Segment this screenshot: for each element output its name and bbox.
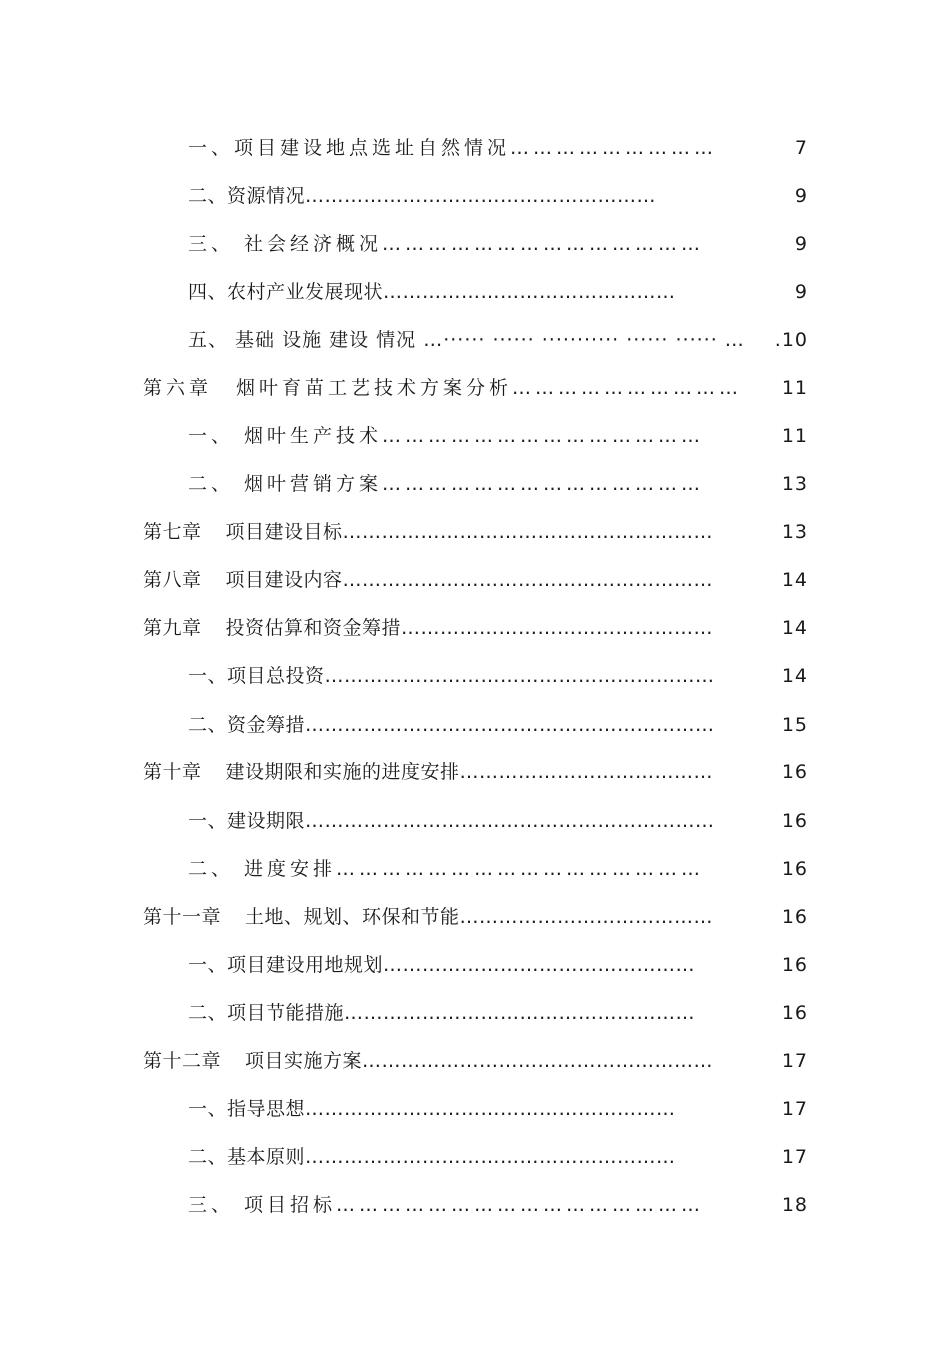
toc-entry[interactable] xyxy=(0,661,950,691)
toc-entry[interactable] xyxy=(0,1142,950,1172)
toc-entry[interactable] xyxy=(0,806,950,836)
toc-entry-title xyxy=(143,902,713,932)
toc-entry-title xyxy=(188,133,717,163)
page-number: 13 xyxy=(781,521,808,543)
page-number: 14 xyxy=(781,569,808,591)
toc-entry-title xyxy=(188,1094,676,1124)
page-number: 7 xyxy=(794,137,808,159)
entry-text: 四、农村产业发展现状……………………………………… xyxy=(188,281,676,303)
toc-entry-title xyxy=(143,373,742,403)
chapter-number: 第八章 xyxy=(143,569,202,591)
page-number: 16 xyxy=(781,810,808,832)
toc-entry-title xyxy=(188,854,704,884)
entry-text: 项目建设目标………………………………………………… xyxy=(225,521,714,543)
toc-entry[interactable] xyxy=(0,469,950,499)
page-number: 17 xyxy=(781,1098,808,1120)
entry-text: 一、项目总投资…………………………………………………… xyxy=(188,665,715,687)
toc-entry[interactable] xyxy=(0,854,950,884)
entry-text: 二、资源情况……………………………………………… xyxy=(188,185,657,207)
toc-entry[interactable] xyxy=(0,1094,950,1124)
chapter-number: 第六章 xyxy=(143,377,213,399)
page-number: 16 xyxy=(781,1002,808,1024)
toc-entry-title xyxy=(188,950,695,980)
toc-entry-title xyxy=(188,1190,704,1220)
toc-entry-title xyxy=(188,325,745,355)
entry-text: 土地、规划、环保和节能………………………………… xyxy=(245,906,714,928)
entry-text: 三、 社会经济概况…………………………………… xyxy=(188,233,705,255)
toc-entry[interactable] xyxy=(0,757,950,787)
toc-entry[interactable] xyxy=(0,710,950,740)
toc-entry-title xyxy=(188,181,656,211)
toc-entry-title xyxy=(143,613,713,643)
toc-entry-title xyxy=(188,421,704,451)
page-number: 17 xyxy=(781,1050,808,1072)
toc-entry-title xyxy=(188,1142,676,1172)
toc-entry-title xyxy=(143,757,713,787)
entry-text: 二、资金筹措……………………………………………………… xyxy=(188,714,715,736)
toc-entry[interactable] xyxy=(0,565,950,595)
page-number: 18 xyxy=(781,1194,808,1216)
toc-entry[interactable] xyxy=(0,517,950,547)
entry-text: 二、项目节能措施……………………………………………… xyxy=(188,1002,696,1024)
toc-entry-title xyxy=(188,806,715,836)
page-number: 16 xyxy=(781,906,808,928)
entry-text: 一、指导思想………………………………………………… xyxy=(188,1098,676,1120)
toc-entry[interactable] xyxy=(0,373,950,403)
toc-entry-title xyxy=(188,277,676,307)
toc-entry-title xyxy=(143,517,713,547)
toc-entry[interactable] xyxy=(0,902,950,932)
toc-entry-title xyxy=(188,710,715,740)
toc-entry-title xyxy=(143,1046,713,1076)
entry-text: 项目建设内容………………………………………………… xyxy=(225,569,714,591)
chapter-number: 第十章 xyxy=(143,761,202,783)
toc-entry[interactable] xyxy=(0,998,950,1028)
toc-entry[interactable] xyxy=(0,421,950,451)
toc-entry[interactable] xyxy=(0,613,950,643)
page-number: 9 xyxy=(794,281,808,303)
toc-entry[interactable] xyxy=(0,1046,950,1076)
entry-text: 五、 基础 设施 建设 情况 …······ ······ ··········· ······ ······ … xyxy=(188,329,745,351)
toc-entry[interactable] xyxy=(0,229,950,259)
toc-entry[interactable] xyxy=(0,181,950,211)
toc-entry[interactable] xyxy=(0,1190,950,1220)
toc-entry-title xyxy=(188,661,715,691)
toc-entry[interactable] xyxy=(0,950,950,980)
page-number: 16 xyxy=(781,858,808,880)
chapter-number: 第十二章 xyxy=(143,1050,222,1072)
toc-entry[interactable] xyxy=(0,133,950,163)
page-number: 14 xyxy=(781,617,808,639)
entry-text: 三、 项目招标………………………………………… xyxy=(188,1194,705,1216)
toc-entry-title xyxy=(188,998,695,1028)
page-number: 13 xyxy=(781,473,808,495)
chapter-number: 第十一章 xyxy=(143,906,222,928)
entry-text: 二、基本原则………………………………………………… xyxy=(188,1146,676,1168)
page-number: 9 xyxy=(794,233,808,255)
page-number: 9 xyxy=(794,185,808,207)
toc-entry-title xyxy=(188,469,704,499)
entry-text: 建设期限和实施的进度安排………………………………… xyxy=(225,761,714,783)
page-number: 14 xyxy=(781,665,808,687)
entry-text: 投资估算和资金筹措………………………………………… xyxy=(225,617,714,639)
entry-text: 一、 烟叶生产技术…………………………………… xyxy=(188,425,705,447)
entry-text: 一、项目建设用地规划………………………………………… xyxy=(188,954,696,976)
page-number: 15 xyxy=(781,714,808,736)
page-number: 11 xyxy=(781,377,808,399)
toc-entry[interactable] xyxy=(0,325,950,355)
page-number: 17 xyxy=(781,1146,808,1168)
page-number: .10 xyxy=(774,329,808,351)
toc-entry-title xyxy=(188,229,704,259)
page-number: 11 xyxy=(781,425,808,447)
entry-text: 烟叶育苗工艺技术方案分析………………………… xyxy=(236,377,743,399)
entry-text: 二、 烟叶营销方案…………………………………… xyxy=(188,473,705,495)
entry-text: 二、 进度安排………………………………………… xyxy=(188,858,705,880)
toc-entry-title xyxy=(143,565,713,595)
entry-text: 一、建设期限……………………………………………………… xyxy=(188,810,715,832)
chapter-number: 第九章 xyxy=(143,617,202,639)
entry-text: 项目实施方案……………………………………………… xyxy=(245,1050,714,1072)
page-number: 16 xyxy=(781,761,808,783)
chapter-number: 第七章 xyxy=(143,521,202,543)
toc-entry[interactable] xyxy=(0,277,950,307)
entry-text: 一、项目建设地点选址自然情况……………………… xyxy=(188,137,718,159)
page-number: 16 xyxy=(781,954,808,976)
